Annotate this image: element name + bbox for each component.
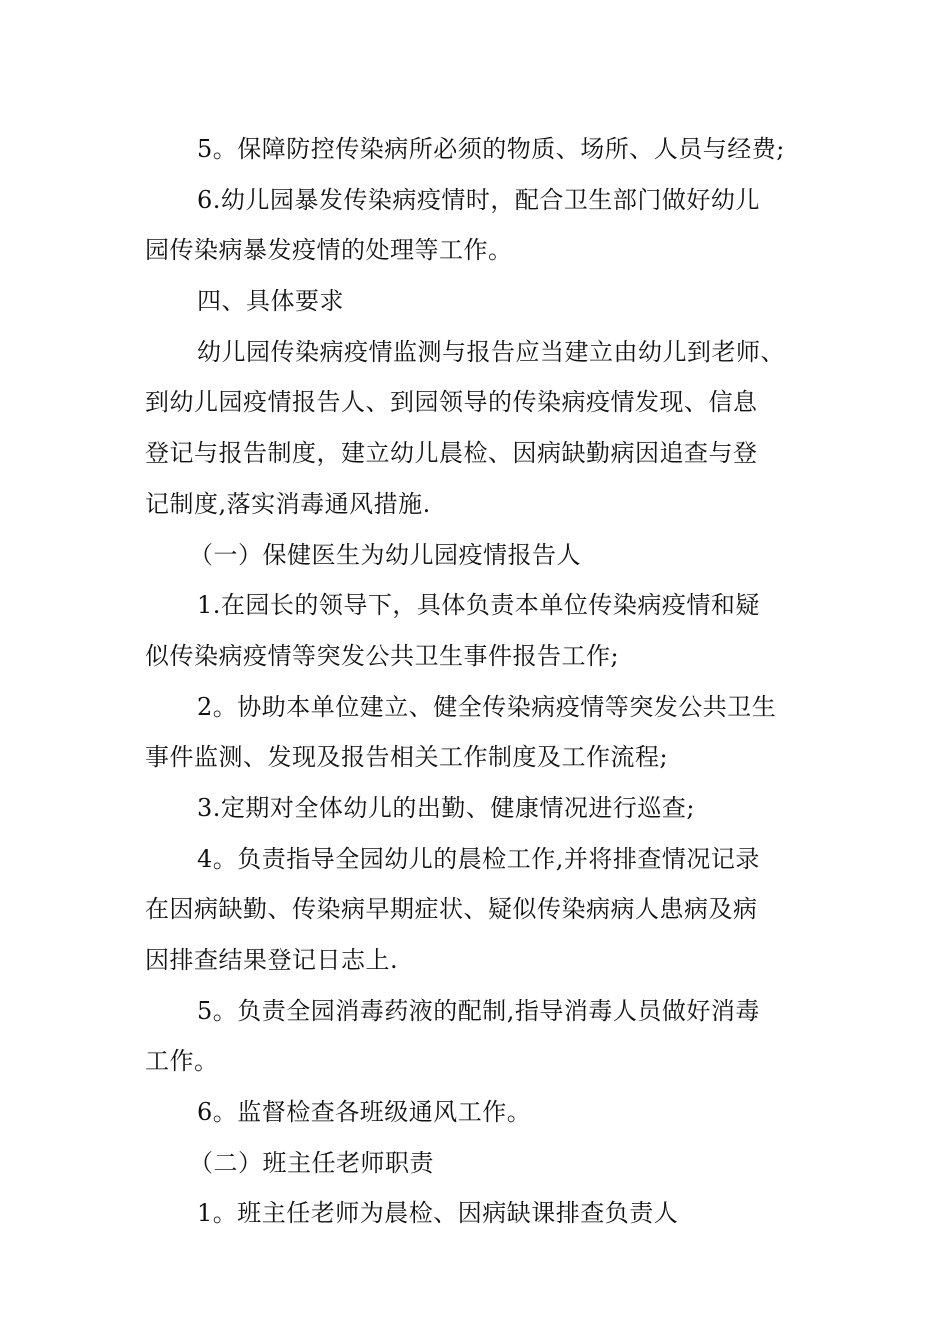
paragraph-line: 在因病缺勤、传染病早期症状、疑似传染病病人患病及病	[145, 895, 758, 924]
paragraph-line: 6。监督检查各班级通风工作。	[197, 1098, 532, 1127]
paragraph-line: 记制度,落实消毒通风措施.	[145, 489, 431, 518]
paragraph-line: 幼儿园传染病疫情监测与报告应当建立由幼儿到老师、	[197, 337, 785, 366]
paragraph-line: 1.在园长的领导下，具体负责本单位传染病疫情和疑	[197, 591, 760, 620]
paragraph-line: 3.定期对全体幼儿的出勤、健康情况进行巡查;	[197, 793, 695, 822]
paragraph-line: 2。协助本单位建立、健全传染病疫情等突发公共卫生	[197, 692, 777, 721]
paragraph-line: 事件监测、发现及报告相关工作制度及工作流程;	[145, 743, 669, 772]
subsection-heading: （一）保健医生为幼儿园疫情报告人	[189, 540, 581, 569]
paragraph-line: 1。班主任老师为晨检、因病缺课排查负责人	[197, 1199, 679, 1228]
paragraph-line: 工作。	[145, 1047, 219, 1076]
paragraph-line: 登记与报告制度，建立幼儿晨检、因病缺勤病因追查与登	[145, 439, 758, 468]
paragraph-line: 似传染病疫情等突发公共卫生事件报告工作;	[145, 641, 620, 670]
subsection-heading: （二）班主任老师职责	[189, 1148, 434, 1177]
paragraph-line: 5。负责全园消毒药液的配制,指导消毒人员做好消毒	[197, 996, 760, 1025]
paragraph-line: 到幼儿园疫情报告人、到园领导的传染病疫情发现、信息	[145, 388, 758, 417]
paragraph-line: 园传染病暴发疫情的处理等工作。	[145, 236, 513, 265]
paragraph-line: 6.幼儿园暴发传染病疫情时，配合卫生部门做好幼儿	[197, 185, 760, 214]
paragraph-line: 因排查结果登记日志上.	[145, 946, 399, 974]
section-heading: 四、具体要求	[197, 287, 344, 316]
document-body	[145, 124, 810, 1239]
paragraph-line: 4。负责指导全园幼儿的晨检工作,并将排查情况记录	[197, 844, 760, 873]
paragraph-line: 5。保障防控传染病所必须的物质、场所、人员与经费;	[197, 135, 785, 163]
